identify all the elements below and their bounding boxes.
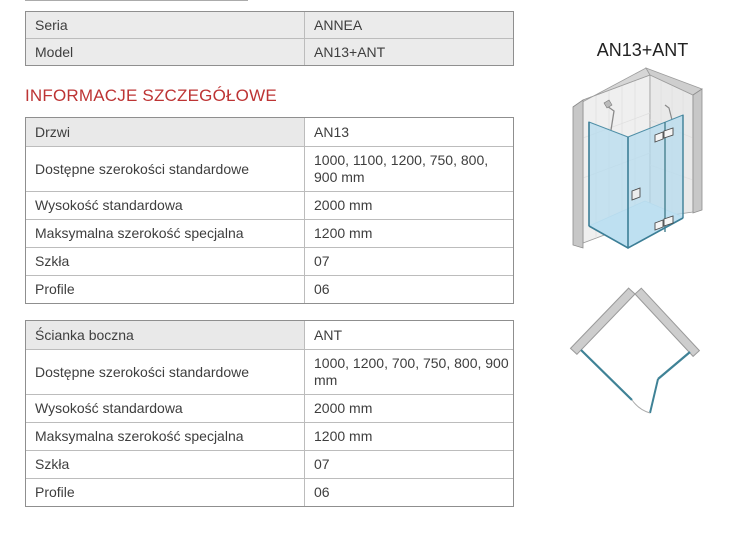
row-label: Wysokość standardowa xyxy=(26,192,305,219)
shower-enclosure-top-view xyxy=(565,278,730,428)
table-row xyxy=(26,219,513,247)
row-value: 06 xyxy=(314,281,330,297)
row-label: Szkła xyxy=(26,248,305,275)
table-row xyxy=(26,450,513,478)
row-label: Dostępne szerokości standardowe xyxy=(26,350,305,394)
meta-table xyxy=(25,11,514,66)
table-header-label: Ścianka boczna xyxy=(26,321,305,349)
table-header-value: AN13 xyxy=(314,123,350,140)
table-row xyxy=(26,275,513,303)
row-label: Profile xyxy=(26,479,305,506)
table-header-label: Drzwi xyxy=(26,118,305,146)
row-value: 1000, 1200, 700, 750, 800, 900 mm xyxy=(314,355,509,388)
table-row xyxy=(26,12,513,38)
open-door-line xyxy=(650,379,658,413)
table-header-row xyxy=(26,321,513,349)
table-header-row xyxy=(26,118,513,146)
row-value: 06 xyxy=(314,484,330,500)
row-label: Profile xyxy=(26,276,305,303)
door-spec-table xyxy=(25,117,514,304)
wall-top-view-left xyxy=(571,288,636,354)
product-model-label: AN13+ANT xyxy=(596,40,689,60)
table-row xyxy=(26,191,513,219)
table-row xyxy=(26,422,513,450)
row-value: 1200 mm xyxy=(314,225,373,241)
row-label: Dostępne szerokości standardowe xyxy=(26,147,305,191)
table-row xyxy=(26,146,513,191)
meta-value-model: AN13+ANT xyxy=(305,39,513,65)
meta-value-seria: ANNEA xyxy=(305,12,513,38)
row-value: 1000, 1100, 1200, 750, 800, 900 mm xyxy=(314,152,489,185)
row-value: 2000 mm xyxy=(314,197,373,213)
row-value: 2000 mm xyxy=(314,400,373,416)
table-row xyxy=(26,394,513,422)
wall-top-view-right xyxy=(635,288,699,356)
section-heading: INFORMACJE SZCZEGÓŁOWE xyxy=(25,86,277,105)
cropped-header-remnant xyxy=(25,0,248,1)
fixed-segment-line xyxy=(658,352,690,379)
row-label: Szkła xyxy=(26,451,305,478)
table-row xyxy=(26,247,513,275)
row-label: Maksymalna szerokość specjalna xyxy=(26,220,305,247)
row-value: 1200 mm xyxy=(314,428,373,444)
door-swing-arc xyxy=(632,400,650,413)
shower-enclosure-3d-drawing xyxy=(565,60,739,260)
row-value: 07 xyxy=(314,253,330,269)
row-value: 07 xyxy=(314,456,330,472)
table-row xyxy=(26,38,513,65)
row-label: Maksymalna szerokość specjalna xyxy=(26,423,305,450)
side-panel-spec-table xyxy=(25,320,514,507)
meta-label-model: Model xyxy=(26,39,305,65)
row-label: Wysokość standardowa xyxy=(26,395,305,422)
table-row xyxy=(26,478,513,506)
table-row xyxy=(26,349,513,394)
meta-label-seria: Seria xyxy=(26,12,305,38)
table-header-value: ANT xyxy=(314,326,342,343)
side-panel-line xyxy=(581,350,632,400)
